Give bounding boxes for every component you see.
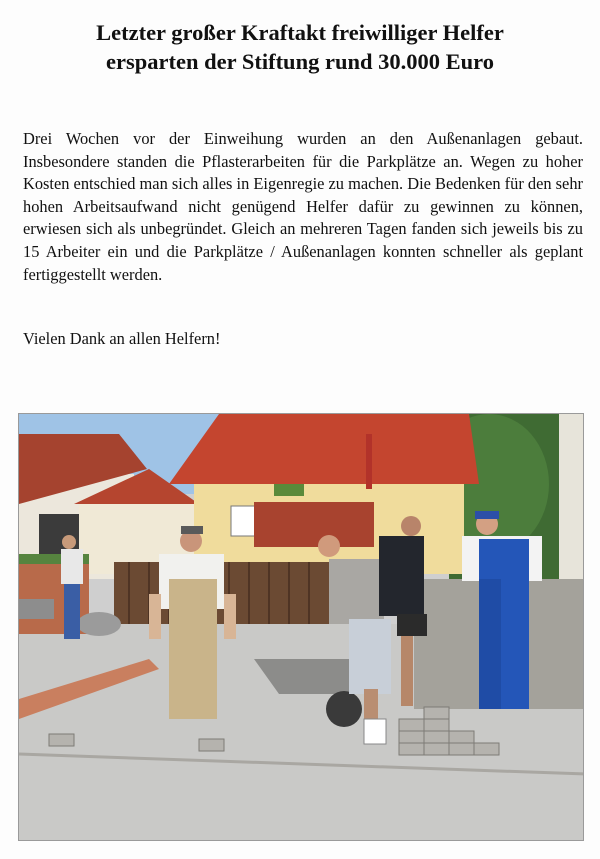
window (231, 506, 255, 536)
photo-illustration (19, 414, 584, 841)
volunteers-paving-photo (18, 413, 584, 841)
title-line-1: Letzter großer Kraftakt freiwilliger Helfer (96, 20, 504, 45)
worker-far-left (61, 535, 83, 639)
title-line-2: ersparten der Stiftung rund 30.000 Euro (106, 49, 494, 74)
wheelbarrow-left (19, 599, 54, 619)
article-body (23, 128, 583, 286)
wall-right (559, 414, 584, 584)
flag (366, 434, 372, 489)
article-paragraph: Drei Wochen vor der Einweihung wurden an den Außenanlagen gebaut. Insbesondere standen die Pflasterarbeiten für die Parkplätze an. Wegen zu hoher Kosten entschied man sich alles in Eigenregie zu machen. Die Bedenken für den sehr hohen Arbeitsaufwand nicht genügend Helfer dafür zu gewinnen zu können, erwiesen sich als unbegründet. Gleich an mehreren Tagen fanden sich jeweils bis zu 15 Arbeiter ein und die Parkplätze / Außenanlagen konnten schneller als geplant fertiggestellt werden. (23, 129, 583, 284)
carport-roof (254, 502, 374, 547)
bucket (364, 719, 386, 744)
main-house-roof (169, 414, 479, 484)
article-title (20, 18, 580, 76)
closing-line: Vielen Dank an allen Helfern! (23, 329, 221, 348)
